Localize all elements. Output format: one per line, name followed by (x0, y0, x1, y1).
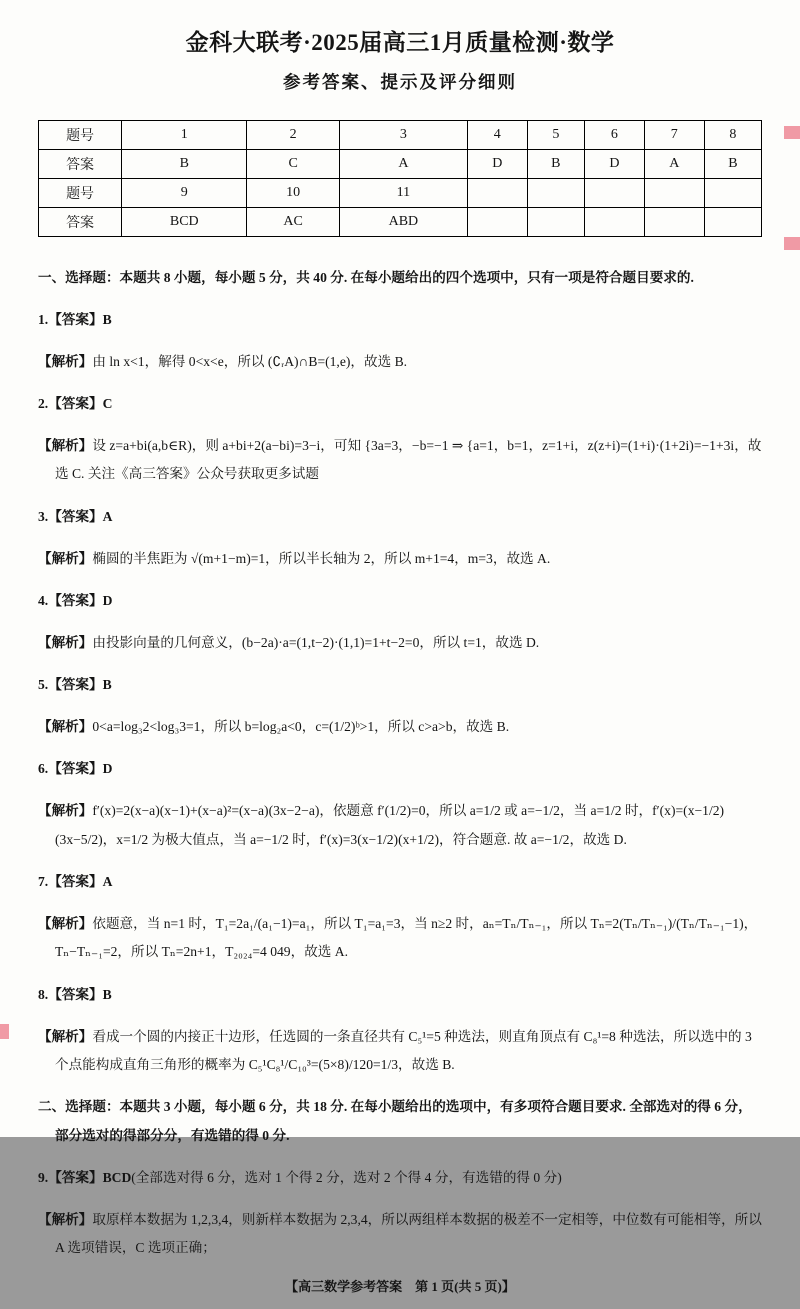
answer-cell: B (704, 150, 761, 179)
analysis-paragraph (38, 1206, 762, 1263)
answer-cell: 题号 (39, 179, 122, 208)
answer-cell (644, 179, 704, 208)
answer-heading: 8.【答案】B (38, 986, 112, 1002)
answer-cell (467, 208, 527, 237)
answer-cell: 5 (527, 121, 584, 150)
answer-cell: 6 (584, 121, 644, 150)
answer-heading: 6.【答案】D (38, 761, 113, 777)
analysis-text: 由投影向量的几何意义，(b−2a)·a=(1,t−2)·(1,1)=1+t−2=0，所以 t=1，故选 D. (92, 634, 540, 650)
answer-cell (584, 179, 644, 208)
answer-cell: 7 (644, 121, 704, 150)
answer-cell: 2 (247, 121, 340, 150)
answer-cell: 9 (122, 179, 247, 208)
answer-cell: A (339, 150, 467, 179)
analysis-paragraph (38, 797, 762, 854)
analysis-text: 由 ln x<1，解得 0<x<e，所以 (∁ᵣA)∩B=(1,e)，故选 B. (92, 353, 408, 369)
analysis-text: 设 z=a+bi(a,b∈R)，则 a+bi+2(a−bi)=3−i，可知 {3a=3，−b=−1 ⇒ {a=1，b=1，z=1+i，z(z+i)=(1+i)·(1+2i)=−1+3i，故选 C. 关注《高三答案》公众号获取更多试题 (55, 437, 762, 482)
answer-cell: 答案 (39, 208, 122, 237)
answer-heading-main: 9.【答案】BCD (38, 1169, 132, 1185)
answer-cell: BCD (122, 208, 247, 237)
table-row (39, 179, 762, 208)
answer-table (38, 120, 762, 237)
analysis-paragraph (38, 713, 762, 742)
answer-heading (38, 1164, 762, 1193)
answer-cell: 8 (704, 121, 761, 150)
analysis-paragraph (38, 545, 762, 574)
answer-item-1 (38, 306, 762, 377)
answer-item-3 (38, 503, 762, 574)
scan-registration-mark (784, 126, 800, 139)
analysis-label: 【解析】 (38, 550, 93, 566)
section1-intro: 一、选择题：本题共 8 小题，每小题 5 分，共 40 分. 在每小题给出的四个选项中，只有一项是符合题目要求的. (38, 269, 694, 285)
answer-cell: A (644, 150, 704, 179)
answer-cell: 1 (122, 121, 247, 150)
analysis-text: 依题意，当 n=1 时，T₁=2a₁/(a₁−1)=a₁，所以 T₁=a₁=3，当 n≥2 时，aₙ=Tₙ/Tₙ₋₁，所以 Tₙ=2(Tₙ/Tₙ₋₁)/(Tₙ/Tₙ₋₁−1)，Tₙ−Tₙ₋₁=2，所以 Tₙ=2n+1，T₂₀₂₄=4 049，故选 A. (55, 915, 758, 960)
analysis-paragraph (38, 1023, 762, 1080)
answer-item-7 (38, 868, 762, 967)
page-footer: 【高三数学参考答案 第 1 页(共 5 页)】 (285, 1279, 515, 1295)
analysis-label: 【解析】 (38, 1028, 93, 1044)
analysis-paragraph (38, 432, 762, 489)
analysis-label: 【解析】 (38, 353, 93, 369)
answer-heading: 2.【答案】C (38, 395, 113, 411)
answer-item-8 (38, 981, 762, 1080)
answer-cell (644, 208, 704, 237)
analysis-label: 【解析】 (38, 634, 93, 650)
answer-item-2 (38, 390, 762, 489)
page-subtitle: 参考答案、提示及评分细则 (283, 72, 517, 92)
document-body (38, 250, 762, 1276)
answer-cell: D (584, 150, 644, 179)
section2-intro: 二、选择题：本题共 3 小题，每小题 6 分，共 18 分. 在每小题给出的选项中，有多项符合题目要求. 全部选对的得 6 分，部分选对的得部分分，有选错的得 0 分. (38, 1099, 752, 1143)
analysis-text: 看成一个圆的内接正十边形，任选圆的一条直径共有 C₅¹=5 种选法，则直角顶点有 C₈¹=8 种选法，所以选中的 3 个点能构成直角三角形的概率为 C₅¹C₈¹/C₁₀³=(5×8)/120=1/3，故选 B. (55, 1028, 752, 1073)
table-row (39, 121, 762, 150)
answer-cell: 10 (247, 179, 340, 208)
page-title: 金科大联考·2025届高三1月质量检测·数学 (185, 30, 615, 55)
answer-cell (467, 179, 527, 208)
analysis-label: 【解析】 (38, 915, 93, 931)
answer-cell: B (122, 150, 247, 179)
answer-cell: 11 (339, 179, 467, 208)
answer-item-4 (38, 587, 762, 658)
analysis-paragraph (38, 629, 762, 658)
table-row (39, 208, 762, 237)
answer-heading: 7.【答案】A (38, 873, 113, 889)
analysis-text: 取原样本数据为 1,2,3,4，则新样本数据为 2,3,4，所以两组样本数据的极差不一定相等，中位数有可能相等，所以 A 选项错误，C 选项正确； (55, 1211, 762, 1256)
analysis-label: 【解析】 (38, 437, 93, 453)
answer-cell: 3 (339, 121, 467, 150)
answer-cell: 答案 (39, 150, 122, 179)
answer-heading: 1.【答案】B (38, 311, 112, 327)
answer-heading: 4.【答案】D (38, 592, 113, 608)
answer-cell: AC (247, 208, 340, 237)
analysis-text: f′(x)=2(x−a)(x−1)+(x−a)²=(x−a)(3x−2−a)，依题意 f′(1/2)=0，所以 a=1/2 或 a=−1/2，当 a=1/2 时，f′(x)=(x−1/2)(3x−5/2)，x=1/2 为极大值点，当 a=−1/2 时，f′(x)=3(x−1/2)(x+1/2)，符合题意. 故 a=−1/2，故选 D. (55, 803, 725, 847)
answer-cell: B (527, 150, 584, 179)
answer-cell (584, 208, 644, 237)
answer-cell: C (247, 150, 340, 179)
scan-registration-mark (0, 1024, 9, 1039)
analysis-label: 【解析】 (38, 1211, 93, 1227)
analysis-label: 【解析】 (38, 719, 93, 735)
analysis-paragraph (38, 910, 762, 967)
answer-item-9 (38, 1164, 762, 1263)
answer-cell: 4 (467, 121, 527, 150)
answer-cell: D (467, 150, 527, 179)
answer-cell: 题号 (39, 121, 122, 150)
analysis-label: 【解析】 (38, 803, 93, 819)
analysis-text: 椭圆的半焦距为 √(m+1−m)=1，所以半长轴为 2，所以 m+1=4，m=3，故选 A. (92, 550, 551, 566)
scan-registration-mark (784, 237, 800, 250)
answer-item-6 (38, 755, 762, 854)
answer-item-5 (38, 671, 762, 742)
scoring-note: (全部选对得 6 分，选对 1 个得 2 分，选对 2 个得 4 分，有选错的得 0 分) (131, 1169, 562, 1185)
answer-cell (527, 208, 584, 237)
answer-heading: 3.【答案】A (38, 508, 113, 524)
answer-heading: 5.【答案】B (38, 676, 112, 692)
analysis-text: 0<a=log₃2<log₃3=1，所以 b=log₂a<0，c=(1/2)ᵇ>1，所以 c>a>b，故选 B. (92, 719, 510, 735)
analysis-paragraph (38, 348, 762, 377)
table-row (39, 150, 762, 179)
answer-cell (704, 179, 761, 208)
answer-cell (527, 179, 584, 208)
answer-cell (704, 208, 761, 237)
answer-cell: ABD (339, 208, 467, 237)
